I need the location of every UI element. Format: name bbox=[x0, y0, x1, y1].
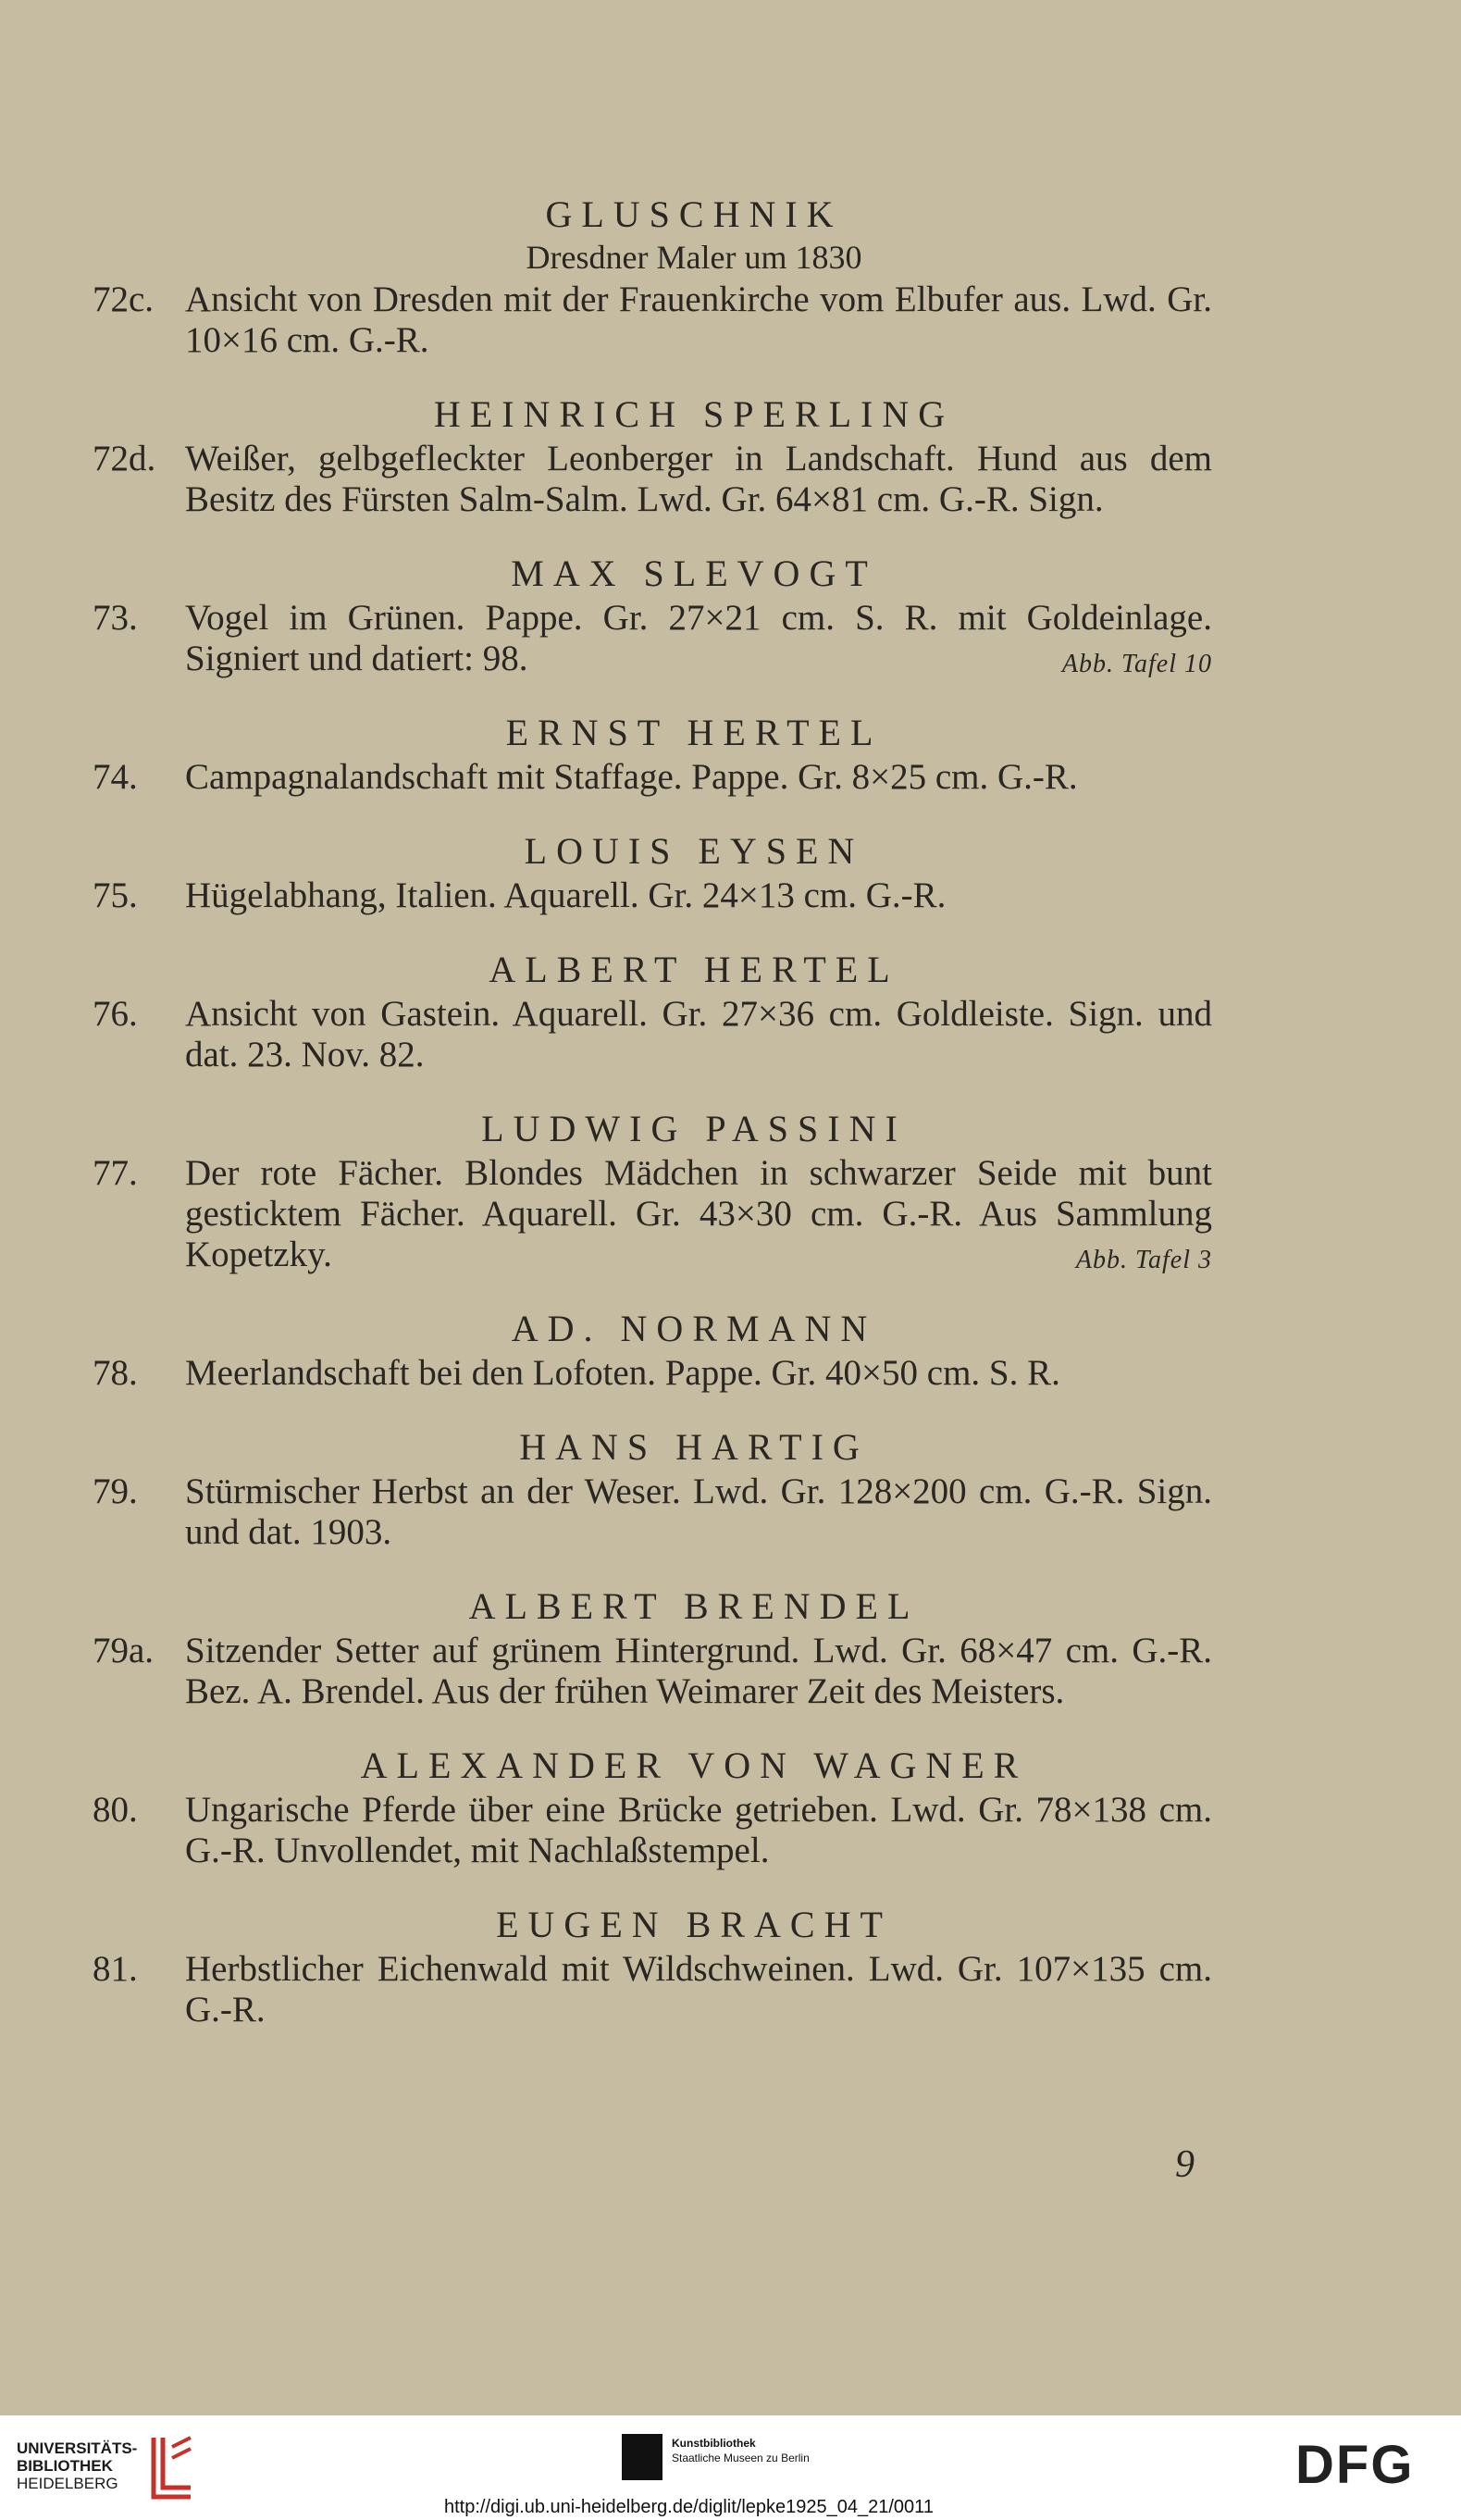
entry-text: Stürmischer Herbst an der Weser. Lwd. Gr. 128×200 cm. G.-R. Sign. und dat. 1903. bbox=[185, 1471, 1212, 1552]
catalog-entry bbox=[93, 994, 1212, 1075]
kunstbibliothek-logo[interactable] bbox=[672, 2436, 810, 2465]
catalog-entry bbox=[93, 757, 1212, 798]
artist-heading: HEINRICH SPERLING bbox=[433, 393, 955, 435]
catalog-entry bbox=[93, 1471, 1212, 1553]
entry-number: 77. bbox=[93, 1153, 138, 1193]
artist-heading: ERNST HERTEL bbox=[505, 712, 883, 753]
ub-heidelberg-logo[interactable] bbox=[17, 2439, 137, 2492]
catalog-entry bbox=[93, 439, 1212, 520]
kb-line-1: Kunstbibliothek bbox=[672, 2437, 756, 2450]
catalog-entry bbox=[93, 279, 1212, 361]
ub-emblem-icon bbox=[148, 2434, 196, 2501]
entry-text: Campagnalandschaft mit Staffage. Pappe. Gr. 8×25 cm. G.-R. bbox=[185, 757, 1078, 797]
footer-bar bbox=[0, 2415, 1461, 2520]
entry-text: Ansicht von Dresden mit der Frauenkirche vom Elbufer aus. Lwd. Gr. 10×16 cm. G.-R. bbox=[185, 279, 1212, 360]
ub-logo-line-1: UNIVERSITÄTS- bbox=[17, 2439, 138, 2457]
catalog-entry bbox=[93, 1631, 1212, 1712]
entry-text: Sitzender Setter auf grünem Hintergrund. Lwd. Gr. 68×47 cm. G.-R. Bez. A. Brendel. Aus der frühen Weimarer Zeit des Meisters. bbox=[185, 1631, 1212, 1711]
entry-number: 76. bbox=[93, 994, 138, 1034]
ub-logo-line-3: HEIDELBERG bbox=[17, 2475, 118, 2492]
kb-line-2: Staatliche Museen zu Berlin bbox=[672, 2452, 810, 2464]
catalog-entry bbox=[93, 1949, 1212, 2030]
entry-number: 75. bbox=[93, 875, 138, 915]
artist-heading: AD. NORMANN bbox=[511, 1308, 877, 1349]
catalog-content bbox=[93, 193, 1212, 2030]
catalog-entry bbox=[93, 1353, 1212, 1394]
kunstbibliothek-logo-icon bbox=[622, 2434, 662, 2480]
artist-heading: ALEXANDER VON WAGNER bbox=[360, 1744, 1028, 1786]
catalog-entry bbox=[93, 875, 1212, 916]
artist-heading: LOUIS EYSEN bbox=[524, 830, 864, 872]
entry-number: 72c. bbox=[93, 279, 155, 319]
artist-heading: EUGEN BRACHT bbox=[496, 1904, 892, 1945]
entry-text: Ungarische Pferde über eine Brücke getrieben. Lwd. Gr. 78×138 cm. G.-R. Unvollendet, mit Nachlaßstempel. bbox=[185, 1790, 1212, 1870]
entry-text: Hügelabhang, Italien. Aquarell. Gr. 24×13 cm. G.-R. bbox=[185, 875, 947, 915]
entry-text: Vogel im Grünen. Pappe. Gr. 27×21 cm. S. R. mit Goldeinlage. Signiert und datiert: 98. bbox=[185, 598, 1212, 678]
artist-heading: GLUSCHNIK bbox=[545, 193, 843, 235]
artist-heading: MAX SLEVOGT bbox=[511, 552, 877, 594]
artist-heading: HANS HARTIG bbox=[519, 1426, 869, 1468]
artist-heading: LUDWIG PASSINI bbox=[481, 1108, 907, 1149]
entry-number: 79a. bbox=[93, 1631, 155, 1670]
plate-reference: Abb. Tafel 3 bbox=[1075, 1246, 1212, 1274]
plate-reference: Abb. Tafel 10 bbox=[1061, 650, 1212, 678]
catalog-entry bbox=[93, 1790, 1212, 1871]
entry-text: Weißer, gelbgefleckter Leonberger in Landschaft. Hund aus dem Besitz des Fürsten Salm-Salm. Lwd. Gr. 64×81 cm. G.-R. Sign. bbox=[185, 439, 1212, 519]
entry-text: Herbstlicher Eichenwald mit Wildschweinen. Lwd. Gr. 107×135 cm. G.-R. bbox=[185, 1949, 1212, 2030]
entry-number: 72d. bbox=[93, 439, 156, 478]
catalog-entry bbox=[93, 598, 1212, 679]
entry-number: 79. bbox=[93, 1471, 138, 1511]
entry-number: 80. bbox=[93, 1790, 138, 1830]
entry-number: 73. bbox=[93, 598, 138, 638]
page-number: 9 bbox=[1175, 2143, 1195, 2186]
dfg-logo[interactable]: DFG bbox=[1295, 2435, 1415, 2495]
permalink-url[interactable]: http://digi.ub.uni-heidelberg.de/diglit/lepke1925_04_21/0011 bbox=[444, 2497, 934, 2517]
ub-logo-line-2: BIBLIOTHEK bbox=[17, 2457, 113, 2475]
artist-subtitle: Dresdner Maler um 1830 bbox=[526, 239, 862, 276]
artist-heading: ALBERT HERTEL bbox=[489, 949, 899, 990]
entry-text: Der rote Fächer. Blondes Mädchen in schwarzer Seide mit bunt gesticktem Fächer. Aquarell. Gr. 43×30 cm. G.-R. Aus Sammlung Kopetzky. bbox=[185, 1153, 1212, 1274]
entry-text: Ansicht von Gastein. Aquarell. Gr. 27×36 cm. Goldleiste. Sign. und dat. 23. Nov. 82. bbox=[185, 994, 1212, 1074]
artist-heading: ALBERT BRENDEL bbox=[468, 1585, 920, 1627]
entry-number: 74. bbox=[93, 757, 138, 797]
catalog-entry bbox=[93, 1153, 1212, 1275]
entry-number: 81. bbox=[93, 1949, 138, 1989]
entry-number: 78. bbox=[93, 1353, 138, 1393]
entry-text: Meerlandschaft bei den Lofoten. Pappe. Gr. 40×50 cm. S. R. bbox=[185, 1353, 1060, 1393]
